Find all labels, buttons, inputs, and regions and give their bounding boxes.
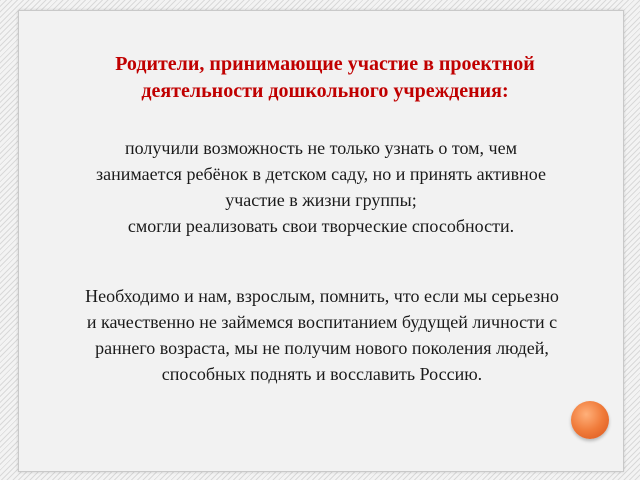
conclusion-paragraph (29, 283, 615, 387)
benefits-line-2: занимается ребёнок в детском саду, но и принять активное (96, 164, 546, 184)
title-line-2: деятельности дошкольного учреждения: (141, 80, 509, 102)
slide-panel (18, 10, 624, 472)
title-line-1: Родители, принимающие участие в проектной (115, 53, 535, 75)
conclusion-line-4: способных поднять и восславить Россию. (161, 364, 483, 384)
conclusion-line-1: Необходимо и нам, взрослым, помнить, что если мы серьезно (85, 286, 559, 306)
slide-title (55, 51, 595, 105)
benefits-line-4: смогли реализовать свои творческие способности. (127, 216, 515, 236)
benefits-paragraph (41, 135, 601, 239)
decorative-orb-icon (571, 401, 609, 439)
benefits-line-1: получили возможность не только узнать о том, чем (125, 138, 517, 158)
conclusion-line-3: раннего возраста, мы не получим нового поколения людей, (95, 338, 549, 358)
conclusion-line-2: и качественно не займемся воспитанием будущей личности с (86, 312, 558, 332)
benefits-line-3: участие в жизни группы; (225, 190, 417, 210)
